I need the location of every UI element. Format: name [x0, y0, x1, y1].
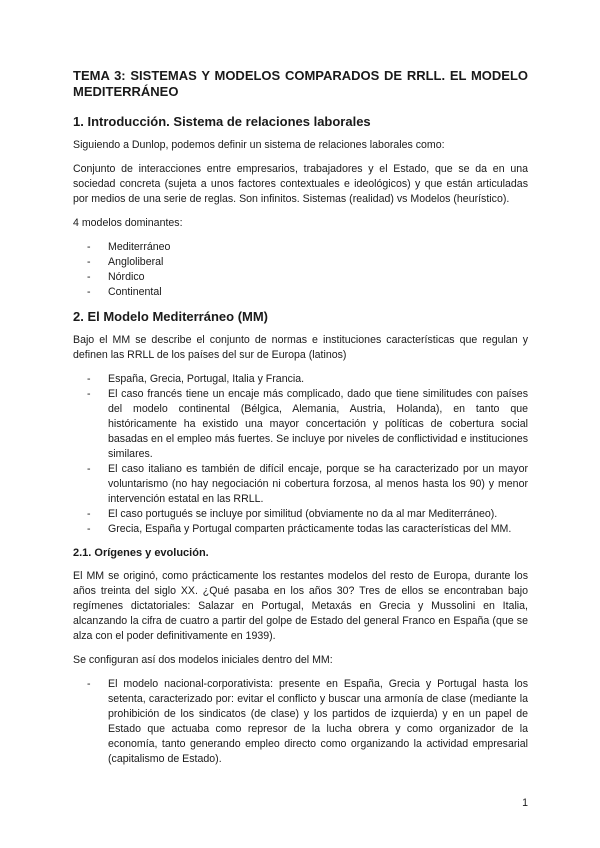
section-2-heading: 2. El Modelo Mediterráneo (MM) [73, 309, 269, 324]
list-item: - Mediterráneo [73, 240, 528, 255]
section-1-paragraph-2: Conjunto de interacciones entre empresarios, trabajadores y el Estado, que se da en una sociedad concreta (sujeta a unos factores contextuales e ideológicos) y que están articuladas por medios de una serie de reglas. Son infinitos. Sistemas (realidad) vs Modelos (heurístico). [73, 163, 528, 205]
list-item: - Grecia, España y Portugal comparten prácticamente todas las características del MM. [73, 522, 528, 537]
section-1-heading: 1. Introducción. Sistema de relaciones laborales [73, 114, 371, 129]
list-item: - El caso portugués se incluye por similitud (obviamente no da al mar Mediterráneo). [73, 507, 528, 522]
section-2-1-heading: 2.1. Orígenes y evolución. [73, 547, 209, 559]
list-item: - El caso italiano es también de difícil encaje, porque se ha caracterizado por un mayor voluntarismo (no hay negociación ni cobertura forzosa, al menos hasta los 90) y menor intervención estatal en las RRLL. [73, 462, 528, 507]
section-2-1-paragraph-1: El MM se originó, como prácticamente los restantes modelos del resto de Europa, durante los años treinta del siglo XX. ¿Qué pasaba en los años 30? Tres de ellos se encontraban bajo regímenes dictatoriales: Salazar en Portugal, Metaxás en Grecia y Mussolini en Italia, alcanzando la cifra de cuatro a partir del golpe de Estado del general Franco en España (que se alza con el poder definitivamente en 1939). [73, 570, 528, 642]
list-item: - Nórdico [73, 270, 528, 285]
list-item: - Continental [73, 285, 528, 300]
list-item: - El modelo nacional-corporativista: presente en España, Grecia y Portugal hasta los setenta, caracterizado por: evitar el conflicto y buscar una armonía de clase (mediante la prohibición de los sindicatos (de clase) y los partidos de izquierda) y en un papel de Estado que actuaba como represor de la lucha obrera y como organizador de la economía, tanto generando empleo directo como organizando la actividad empresarial (capitalismo de Estado). [73, 677, 528, 767]
document-page [73, 68, 528, 776]
models-list [73, 240, 528, 300]
list-item: - El caso francés tiene un encaje más complicado, dado que tiene similitudes con países del modelo continental (Bélgica, Alemania, Austria, Holanda), en tanto que históricamente ha existido una mayor concertación y políticas de cobertura social basadas en el empleo más fuertes. Se incluye por niveles de conflictividad e instituciones similares. [73, 387, 528, 462]
list-item: - Angloliberal [73, 255, 528, 270]
section-2-paragraph-1: Bajo el MM se describe el conjunto de normas e instituciones características que regulan y definen las RRLL de los países del sur de Europa (latinos) [73, 334, 528, 361]
document-title: TEMA 3: SISTEMAS Y MODELOS COMPARADOS DE RRLL. EL MODELO MEDITERRÁNEO [73, 68, 528, 99]
list-item: - España, Grecia, Portugal, Italia y Francia. [73, 372, 528, 387]
page-number: 1 [522, 797, 528, 809]
countries-list [73, 372, 528, 537]
initial-models-list [73, 677, 528, 767]
section-1-paragraph-3: 4 modelos dominantes: [73, 217, 183, 229]
section-1-paragraph-1: Siguiendo a Dunlop, podemos definir un sistema de relaciones laborales como: [73, 139, 445, 151]
section-2-1-paragraph-2: Se configuran así dos modelos iniciales dentro del MM: [73, 654, 333, 666]
